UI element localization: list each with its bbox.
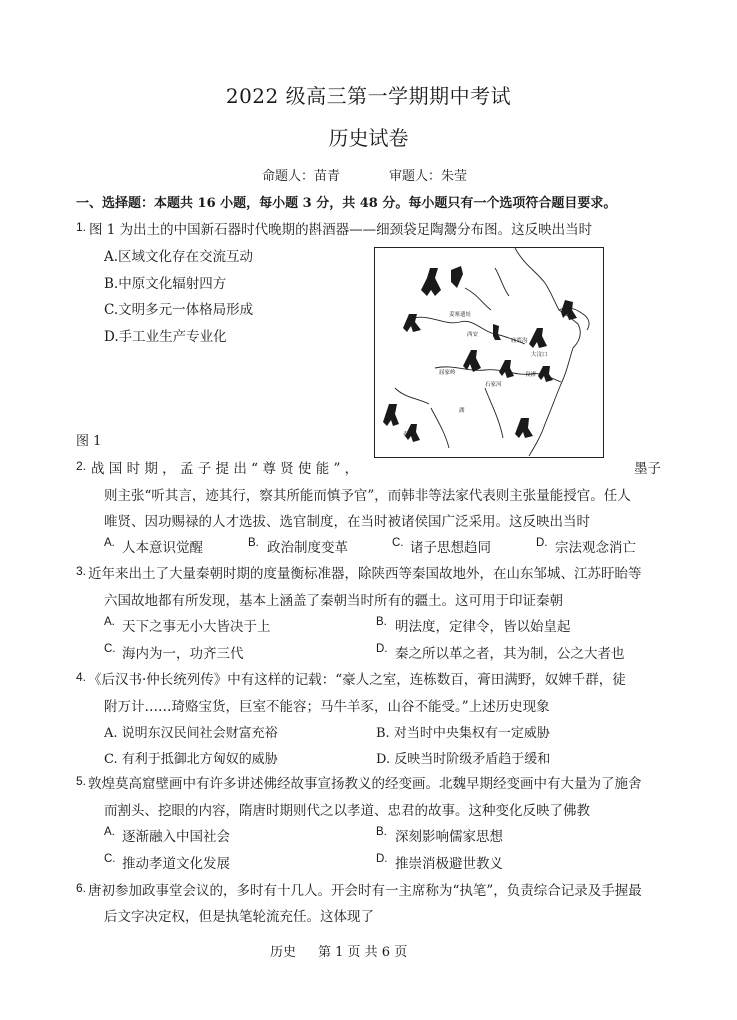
reviewer-label: 审题人：朱莹 [389, 169, 468, 184]
map-label-taishan: 泰山 [403, 432, 415, 438]
option-d: 宗法观念消亡 [555, 540, 636, 556]
option-c-letter: C. [104, 643, 116, 655]
option-a: 逐渐融入中国社会 [122, 829, 230, 845]
option-a: 人本意识觉醒 [122, 540, 203, 556]
option-b: 明法度，定律令，皆以始皇起 [395, 619, 571, 635]
map-drawing [375, 248, 602, 456]
exam-subject: 历史试卷 [328, 126, 409, 150]
map-label-qujialing: 屈家岭 [439, 370, 456, 376]
question-stem-line2: 后文字决定权，但是执笔轮流充任。这体现了 [104, 909, 374, 925]
option-d: D.手工业生产专业化 [104, 329, 227, 345]
map-label-xian: 西安 [467, 332, 479, 338]
option-b: B.中原文化辐射四方 [104, 276, 227, 292]
option-b: 政治制度变革 [267, 540, 348, 556]
footer-subject: 历史 [270, 945, 297, 960]
question-number: 3. [76, 564, 87, 578]
option-b: 深刻影响儒家思想 [395, 829, 503, 845]
option-a-letter: A. [104, 616, 115, 628]
option-d-letter: D. [376, 853, 388, 865]
question-stem-line2: 则主张“听其言，迹其行，察其所能而慎予官”，而韩非等法家代表则主张量能授官。任人 [104, 488, 631, 504]
question-number: 1. [76, 220, 87, 234]
option-c: C.文明多元一体格局形成 [104, 302, 254, 318]
question-stem-line2: 六国故地都有所发现，基本上涵盖了秦朝当时所有的疆土。这可用于印证秦朝 [104, 593, 563, 609]
option-b-letter: B. [376, 616, 387, 628]
map-label-jiangzhai: 姜寨遗址 [449, 312, 472, 318]
option-a-letter: A. [104, 826, 115, 838]
exam-title: 2022 级高三第一学期期中考试 [225, 84, 512, 108]
map-label-dawenkou: 大汶口 [531, 352, 548, 358]
question-stem-line2: 附万计……琦赂宝货，巨室不能容；马牛羊豕，山谷不能受。”上述历史现象 [104, 699, 550, 715]
option-d: 推崇消极避世教义 [395, 856, 503, 872]
question-number: 5. [76, 774, 87, 788]
option-b-letter: B. [248, 537, 259, 549]
question-stem-line1: 唐初参加政事堂会议的，多时有十几人。开会时有一主席称为“执笔”，负责综合记录及手握最 [88, 883, 642, 899]
question-stem-line1: 战 国 时 期 ， 孟 子 提 出 “ 尊 贤 使 能 ” ， [91, 461, 359, 477]
map-label-hu: 湖 [459, 408, 465, 414]
option-a: A. 说明东汉民间社会财富充裕 [104, 726, 278, 741]
question-stem: 图 1 为出土的中国新石器时代晚期的斟酒器——细颈袋足陶鬶分布图。这反映出当时 [89, 222, 593, 238]
option-c: 推动孝道文化发展 [122, 856, 230, 872]
author-label: 命题人：苗青 [262, 169, 341, 184]
distribution-map [374, 247, 604, 458]
question-stem-line1: 《后汉书·仲长统列传》中有这样的记载：“豪人之室，连栋数百，膏田满野，奴婢千群，徒 [88, 672, 626, 688]
option-a: 天下之事无小大皆决于上 [122, 619, 271, 635]
option-a: A.区域文化存在交流互动 [104, 249, 254, 265]
option-d-letter: D. [376, 643, 388, 655]
map-label-liangzhu: 良渚 [525, 372, 537, 378]
option-c: 诸子思想趋同 [410, 540, 491, 556]
figure-caption: 图 1 [76, 434, 102, 449]
option-d: D. 反映当时阶级矛盾趋于缓和 [376, 752, 551, 767]
option-c: 海内为一，功齐三代 [122, 646, 244, 662]
map-label-miaodigou: 庙底沟 [511, 338, 528, 344]
map-label-shijiahe: 石家河 [485, 382, 502, 388]
question-number: 6. [76, 881, 87, 895]
option-c: C. 有利于抵御北方匈奴的威胁 [104, 752, 278, 767]
question-stem-line1: 近年来出土了大量秦朝时期的度量衡标准器，除陕西等秦国故地外，在山东邹城、江苏盱眙等 [88, 566, 642, 582]
option-b: B. 对当时中央集权有一定威胁 [376, 726, 550, 741]
question-stem-line1-end: 墨子 [634, 461, 661, 477]
question-number: 2. [76, 459, 87, 473]
option-d-letter: D. [536, 537, 548, 549]
question-stem-line1: 敦煌莫高窟壁画中有许多讲述佛经故事宣扬教义的经变画。北魏早期经变画中有大量为了施舍 [88, 776, 642, 792]
option-b-letter: B. [376, 826, 387, 838]
section-heading: 一、选择题：本题共 16 小题，每小题 3 分，共 48 分。每小题只有一个选项符合题目要求。 [76, 196, 617, 211]
footer-page-number: 第 1 页 共 6 页 [318, 945, 408, 960]
question-stem-line2: 而割头、挖眼的内容，隋唐时期则代之以孝道、忠君的故事。这种变化反映了佛教 [104, 803, 590, 819]
option-c-letter: C. [392, 537, 404, 549]
question-stem-line3: 唯贤、因功赐禄的人才选拔、选官制度，在当时被诸侯国广泛采用。这反映出当时 [104, 514, 590, 530]
question-number: 4. [76, 670, 87, 684]
option-d: 秦之所以革之者，其为制，公之大者也 [395, 646, 625, 662]
option-c-letter: C. [104, 853, 116, 865]
option-a-letter: A. [104, 537, 115, 549]
